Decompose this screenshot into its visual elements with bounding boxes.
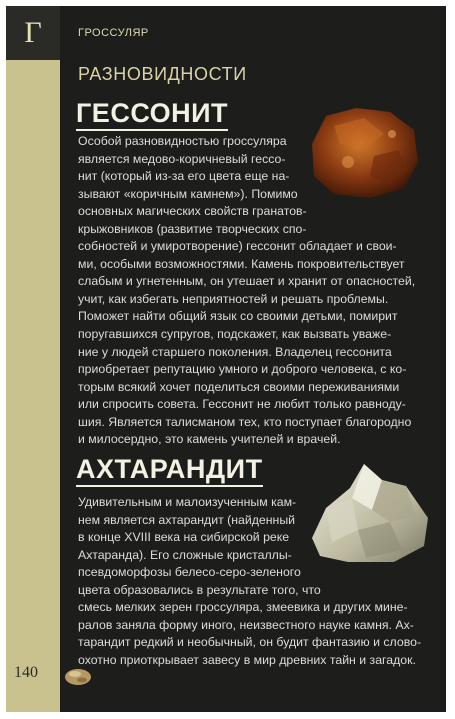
text-line: псевдоморфозы белесо-серо-зеленого: [78, 565, 301, 580]
akhtarandite-description: [78, 494, 436, 669]
text-line: ние у людей старшего поколения. Владелец гессонита: [78, 344, 392, 359]
text-line: и милосердно, это камень учителей и врачей.: [78, 432, 341, 447]
running-header: ГРОССУЛЯР: [78, 27, 149, 39]
chapter-letter: Г: [6, 6, 60, 60]
text-line: ралов заняла форму иного, неизвестного науке камня. Ах-: [78, 617, 414, 632]
text-line: тарандит редкий и необычный, он будит фантазию и слово-: [78, 635, 422, 650]
text-line: нем является ахтарандит (найденный: [78, 512, 296, 527]
text-line: учит, как избегать неприятностей и решать проблемы.: [78, 291, 389, 306]
text-line: Поможет найти общий язык со своими детьми, помирит: [78, 309, 398, 324]
text-line: смесь мелких зерен гроссуляра, змеевика и других мине-: [78, 600, 408, 615]
section-title: РАЗНОВИДНОСТИ: [78, 64, 247, 84]
hessonite-description: [78, 133, 434, 449]
akhtarandite-heading: АХТАРАНДИТ: [76, 454, 263, 487]
text-line: шия. Является талисманом тех, кто поступает благородно: [78, 414, 412, 429]
text-line: основных магических свойств гранатов-: [78, 204, 307, 219]
text-line: или спросить совета. Гессонит не любит только равноду-: [78, 397, 406, 412]
text-line: зывают «коричным камнем»). Помимо: [78, 186, 298, 201]
text-line: в конце XVIII века на сибирской реке: [78, 530, 290, 545]
text-line: Ахтаранда). Его сложные кристаллы-: [78, 547, 292, 562]
text-line: собностей и умиротворение) гессонит обладает и свои-: [78, 239, 397, 254]
text-line: торым всякий хочет поделиться своими переживаниями: [78, 379, 400, 394]
sidebar: [6, 6, 60, 712]
text-line: является медово-коричневый гессо-: [78, 151, 286, 166]
hessonite-heading: ГЕССОНИТ: [76, 98, 228, 131]
text-line: нит (который из-за его цвета еще на-: [78, 169, 290, 184]
text-line: приобретает репутацию умного и доброго человека, с ко-: [78, 362, 407, 377]
text-line: крыжовников (развитие творческих спо-: [78, 221, 307, 236]
text-line: охотно приоткрывает завесу в мир древних тайн и загадок.: [78, 652, 416, 667]
text-line: слабым и угнетенным, он утешает и хранит от опасностей,: [78, 274, 416, 289]
page-number: 140: [14, 664, 38, 681]
text-line: Особой разновидностью гроссуляра: [78, 134, 287, 148]
text-line: ми, особыми возможностями. Камень покровительствует: [78, 256, 405, 271]
text-line: поругавшихся супругов, подскажет, как вызвать уваже-: [78, 327, 392, 342]
text-line: Удивительным и малоизученным кам-: [78, 495, 297, 509]
book-page: [6, 6, 446, 712]
text-line: цвета образовались в результате того, что: [78, 582, 321, 597]
